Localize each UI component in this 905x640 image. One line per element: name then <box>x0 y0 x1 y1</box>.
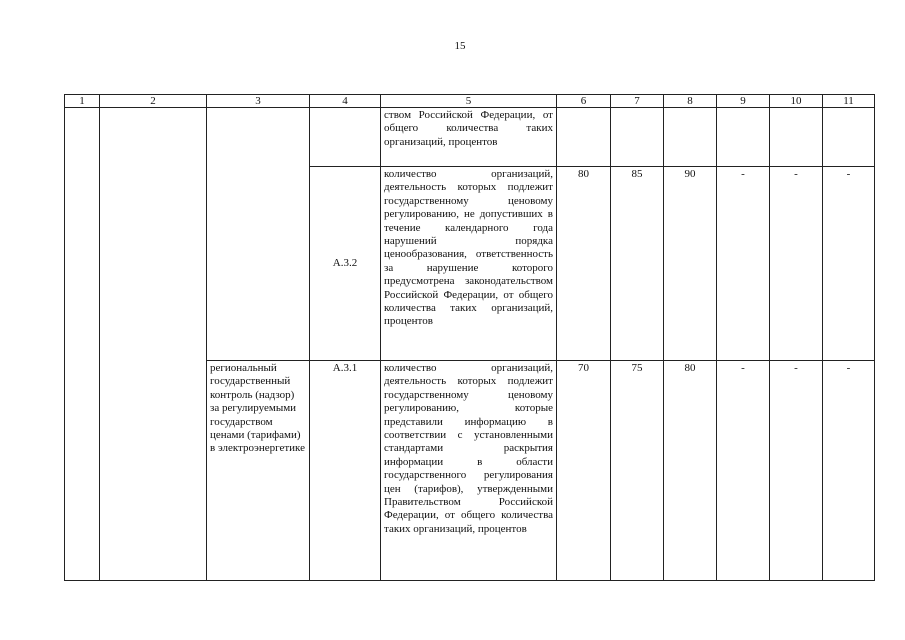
col1-cell <box>65 108 100 581</box>
column-header: 5 <box>381 95 557 108</box>
value-9 <box>717 108 770 167</box>
indicator-text: количество организаций, деятельность которых подлежит государственному ценовому регулированию, не допустивших в течение календарного года нарушений порядка ценообразования, ответственность за нарушение которого предусмотрена законодательством Российской Федерации, от общего количества таких организаций, процентов <box>381 167 557 361</box>
column-header: 7 <box>611 95 664 108</box>
value-7: 75 <box>611 361 664 581</box>
value-6: 80 <box>557 167 611 361</box>
indicators-table <box>64 94 875 581</box>
value-10: - <box>770 361 823 581</box>
value-11: - <box>823 167 875 361</box>
col2-cell <box>100 108 207 581</box>
column-header: 8 <box>664 95 717 108</box>
column-header: 9 <box>717 95 770 108</box>
value-7: 85 <box>611 167 664 361</box>
value-8: 90 <box>664 167 717 361</box>
column-header: 11 <box>823 95 875 108</box>
column-header: 1 <box>65 95 100 108</box>
column-header: 4 <box>310 95 381 108</box>
value-9: - <box>717 361 770 581</box>
col3-cell <box>207 108 310 361</box>
value-11: - <box>823 361 875 581</box>
indicator-text: количество организаций, деятельность которых подлежит государственному ценовому регулированию, которые представили информацию в соответствии с установленными стандартами раскрытия информации в области государственного регулирования цен (тарифов), утвержденными Правительством Российской Федерации, от общего количества таких организаций, процентов <box>381 361 557 581</box>
value-6 <box>557 108 611 167</box>
value-6: 70 <box>557 361 611 581</box>
column-header: 10 <box>770 95 823 108</box>
table-row <box>65 108 875 167</box>
indicator-code: А.3.1 <box>310 361 381 581</box>
indicator-text: ством Российской Федерации, от общего количества таких организаций, процентов <box>381 108 557 167</box>
value-7 <box>611 108 664 167</box>
value-8 <box>664 108 717 167</box>
page-number: 15 <box>454 40 466 52</box>
header-row <box>65 95 875 108</box>
column-header: 2 <box>100 95 207 108</box>
column-header: 6 <box>557 95 611 108</box>
value-11 <box>823 108 875 167</box>
value-8: 80 <box>664 361 717 581</box>
value-10 <box>770 108 823 167</box>
value-10: - <box>770 167 823 361</box>
indicator-code <box>310 108 381 167</box>
column-header: 3 <box>207 95 310 108</box>
indicator-code: А.3.2 <box>310 167 381 361</box>
control-type-text: региональный государственный контроль (надзор) за регулируемыми государством ценами (тарифами) в электроэнергетике <box>207 361 310 581</box>
value-9: - <box>717 167 770 361</box>
